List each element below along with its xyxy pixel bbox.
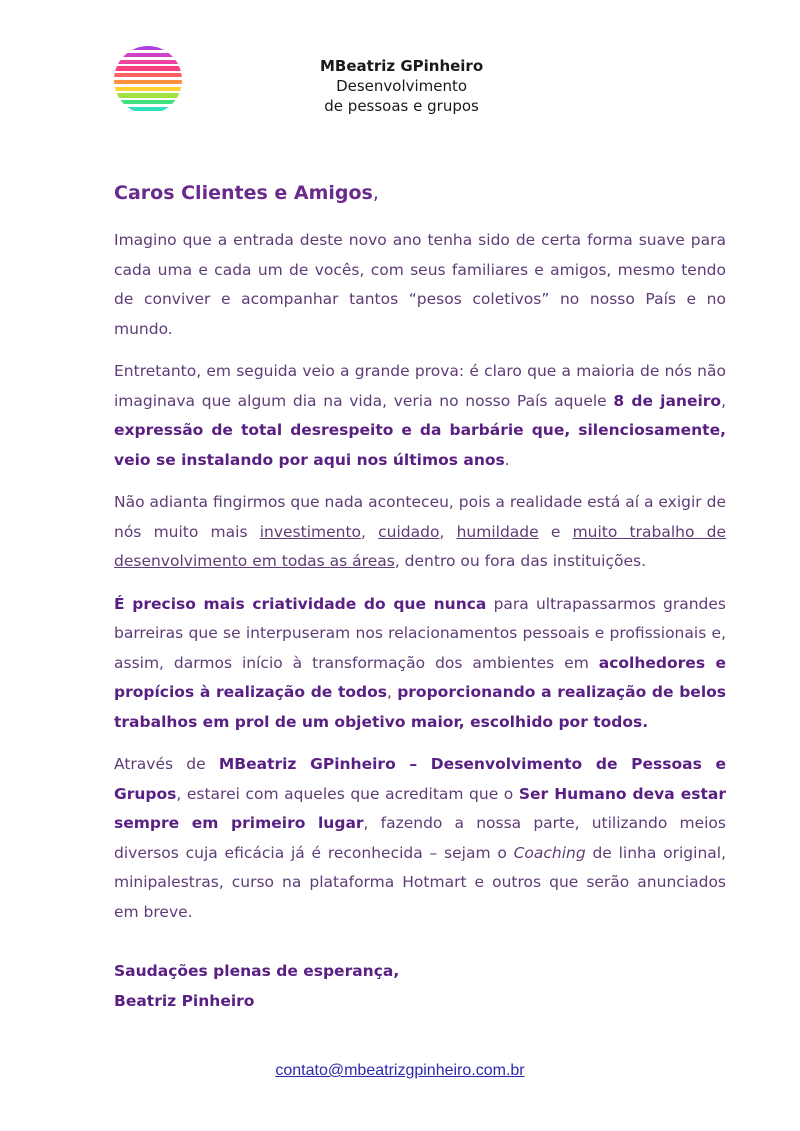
brand-name: MBeatriz GPinheiro [320, 57, 484, 75]
brand-tagline-line2: de pessoas e grupos [324, 97, 479, 115]
logo-stripe [114, 80, 182, 84]
logo-stripe [114, 66, 182, 70]
paragraph-5: Através de MBeatriz GPinheiro – Desenvolvimento de Pessoas e Grupos, estarei com aqueles que acreditam que o Ser Humano deva estar sempre em primeiro lugar, fazendo a nossa parte, utilizando meios diversos cuja eficácia já é reconhecida – sejam o Coaching de linha original, minipalestras, curso na plataforma Hotmart e outros que serão anunciados em breve. [114, 755, 727, 921]
paragraph-2: Entretanto, em seguida veio a grande prova: é claro que a maioria de nós não imaginava que algum dia na vida, veria no nosso País aquele 8 de janeiro, expressão de total desrespeito e da barbárie que, silenciosamente, veio se instalando por aqui nos últimos anos. [114, 362, 726, 469]
footer [0, 1060, 800, 1080]
paragraph-3: Não adianta fingirmos que nada aconteceu, pois a realidade está aí a exigir de nós muito mais investimento, cuidado, humildade e muito trabalho de desenvolvimento em todas as áreas, dentro ou fora das instituições. [114, 493, 727, 570]
email-link[interactable]: contato@mbeatrizgpinheiro.com.br [275, 1062, 525, 1079]
logo-stripe [114, 87, 182, 91]
greeting-comma: , [372, 182, 379, 204]
logo-stripe [114, 93, 182, 97]
logo-stripe [114, 46, 182, 50]
greeting [114, 182, 726, 204]
paragraph-4: É preciso mais criatividade do que nunca para ultrapassarmos grandes barreiras que se interpuseram nos relacionamentos pessoais e profissionais e, assim, darmos início à transformação dos ambientes em acolhedores e propícios à realização de todos, proporcionando a realização de belos trabalhos em prol de um objetivo maior, escolhido por todos. [114, 594, 727, 731]
logo-stripe [114, 100, 182, 104]
closing-salutation: Saudações plenas de esperança, [114, 962, 400, 980]
signature-name: Beatriz Pinheiro [114, 991, 255, 1010]
brand-tagline-line1: Desenvolvimento [336, 77, 468, 95]
closing [114, 957, 726, 1016]
logo-stripe [114, 73, 182, 77]
letter-body [114, 182, 726, 1016]
logo-stripe [114, 53, 182, 57]
logo-icon [114, 46, 182, 114]
greeting-text: Caros Clientes e Amigos [114, 182, 373, 204]
paragraph-1: Imagino que a entrada deste novo ano tenha sido de certa forma suave para cada uma e cada um de vocês, com seus familiares e amigos, mesmo tendo de conviver e acompanhar tantos “pesos coletivos” no nosso País e no mundo. [114, 231, 726, 338]
logo-stripe [114, 107, 182, 111]
brand-header [320, 56, 483, 116]
logo-stripe [114, 60, 182, 64]
